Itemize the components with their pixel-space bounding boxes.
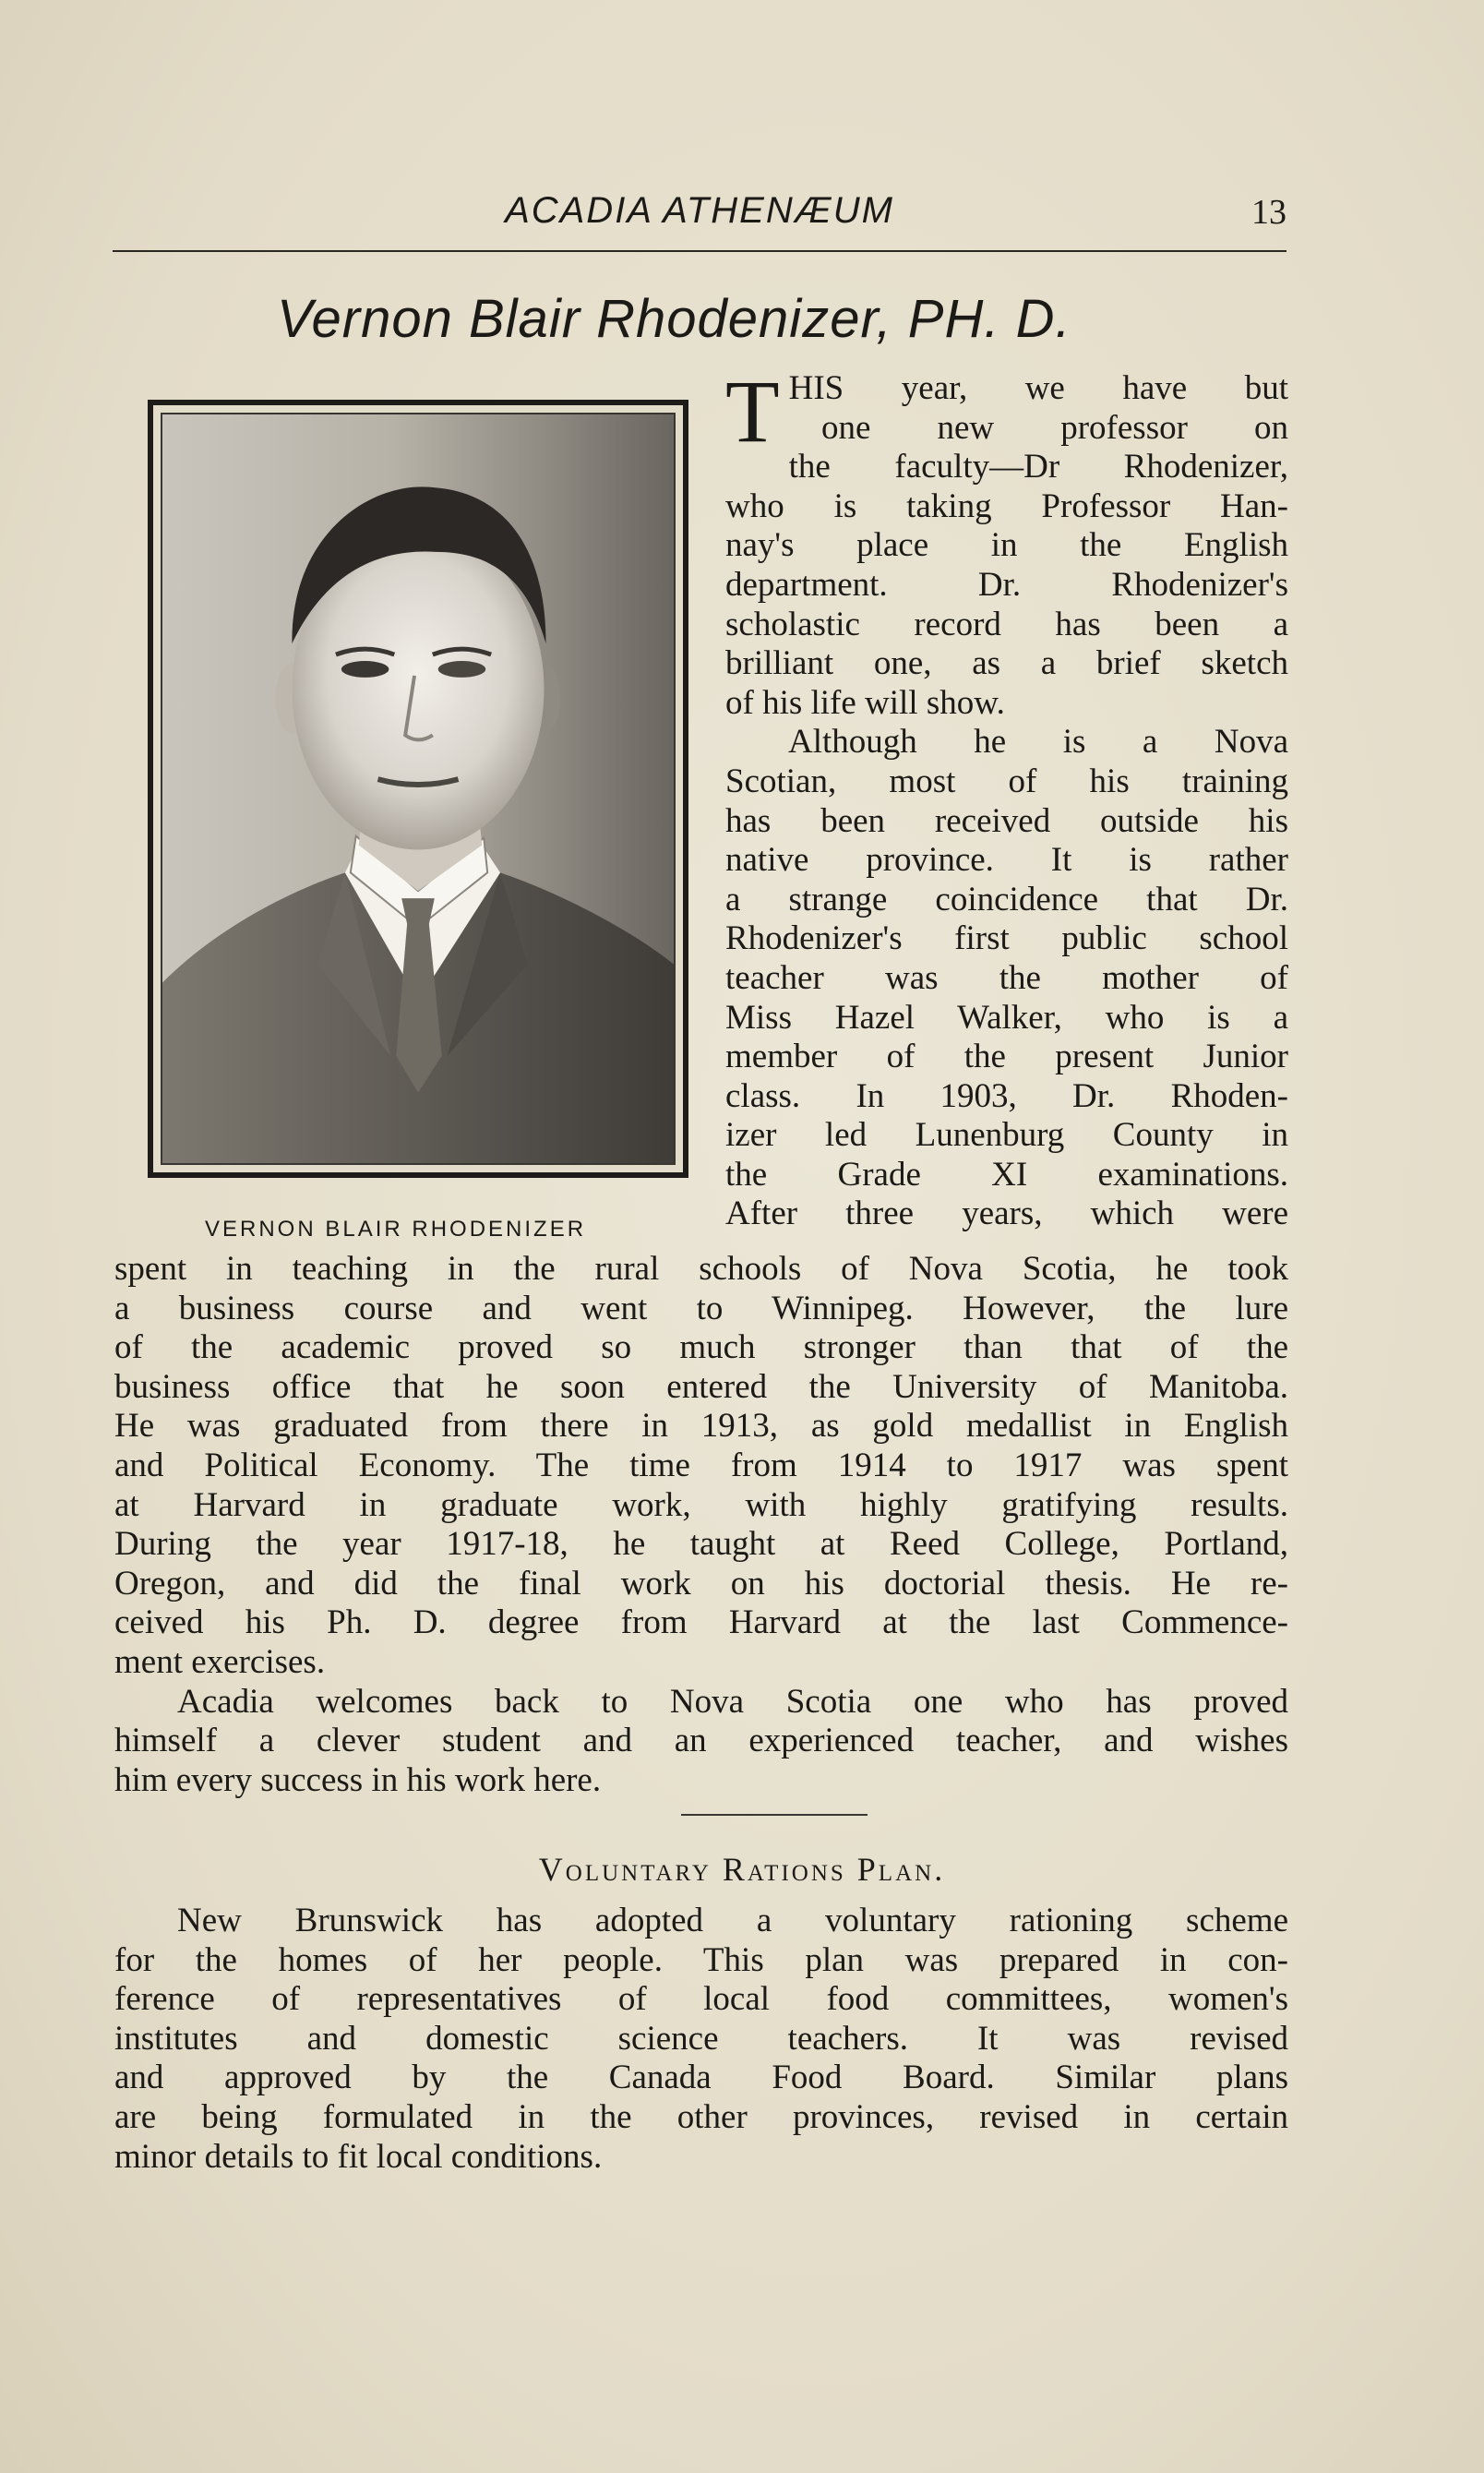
text-line: of his life will show.	[725, 683, 1005, 722]
text-line: business office that he soon entered the University of Manitoba.	[114, 1367, 1288, 1406]
text-line: ference of representatives of local food committees, women's	[114, 1980, 1288, 2019]
running-header	[113, 190, 1287, 246]
section-heading: Voluntary Rations Plan.	[538, 1851, 946, 1888]
text-line: for the homes of her people. This plan was prepared in con-	[114, 1940, 1288, 1979]
article-body	[114, 1250, 1288, 1800]
text-line: minor details to fit local conditions.	[114, 2137, 603, 2176]
text-line: has been received outside his	[725, 801, 1288, 840]
text-line: He was graduated from there in 1913, as gold medallist in English	[114, 1407, 1288, 1446]
photo-caption: VERNON BLAIR RHODENIZER	[205, 1217, 587, 1242]
text-line: a strange coincidence that Dr.	[725, 880, 1288, 918]
drop-cap: T	[725, 362, 780, 461]
text-line: and approved by the Canada Food Board. Similar plans	[114, 2059, 1288, 2097]
text-line: brilliant one, as a brief sketch	[725, 644, 1288, 683]
portrait-illustration	[162, 414, 674, 1163]
text-line: Rhodenizer's first public school	[725, 919, 1288, 958]
text-line: Scotian, most of his training	[725, 762, 1288, 800]
text-line: After three years, which were	[725, 1194, 1288, 1233]
article-intro-column	[725, 362, 1288, 1234]
article-title: Vernon Blair Rhodenizer, PH. D.	[277, 289, 1071, 349]
text-line: who is taking Professor Han-	[725, 486, 1288, 525]
text-line: the Grade XI examinations.	[725, 1155, 1288, 1194]
text-line: him every success in his work here.	[114, 1760, 602, 1799]
text-line: the faculty—Dr Rhodenizer,	[788, 448, 1288, 486]
text-line: spent in teaching in the rural schools of Nova Scotia, he took	[114, 1250, 1288, 1288]
running-title: ACADIA ATHENÆUM	[505, 190, 894, 231]
text-line: During the year 1917-18, he taught at Reed College, Portland,	[114, 1525, 1288, 1564]
text-line: are being formulated in the other provinces, revised in certain	[114, 2097, 1288, 2136]
portrait-photo	[148, 400, 688, 1178]
text-line: Miss Hazel Walker, who is a	[725, 998, 1288, 1037]
text-line: class. In 1903, Dr. Rhoden-	[725, 1076, 1288, 1115]
text-line: of the academic proved so much stronger than that of the	[114, 1328, 1288, 1367]
header-rule	[113, 250, 1287, 252]
text-line: a business course and went to Winnipeg. However, the lure	[114, 1289, 1288, 1327]
text-line: izer led Lunenburg County in	[725, 1116, 1288, 1155]
section-divider	[681, 1814, 868, 1816]
text-line: Oregon, and did the final work on his doctorial thesis. He re-	[114, 1564, 1288, 1603]
text-line: HIS year, we have but	[788, 369, 1288, 407]
text-line: New Brunswick has adopted a voluntary rationing scheme	[177, 1902, 1288, 1939]
text-line: one new professor on	[821, 408, 1288, 447]
portrait-image	[161, 413, 676, 1165]
text-line: ment exercises.	[114, 1642, 326, 1681]
text-line: ceived his Ph. D. degree from Harvard at the last Commence-	[114, 1603, 1288, 1642]
text-line: Acadia welcomes back to Nova Scotia one who has proved	[177, 1682, 1288, 1721]
page-number: 13	[1251, 193, 1287, 232]
text-line: nay's place in the English	[725, 526, 1288, 565]
text-line: himself a clever student and an experienced teacher, and wishes	[114, 1722, 1288, 1760]
text-line: teacher was the mother of	[725, 958, 1288, 997]
text-line: native province. It is rather	[725, 841, 1288, 880]
text-line: department. Dr. Rhodenizer's	[725, 565, 1288, 604]
text-line: and Political Economy. The time from 1914 to 1917 was spent	[114, 1446, 1288, 1484]
text-line: institutes and domestic science teachers. It was revised	[114, 2019, 1288, 2058]
text-line: scholastic record has been a	[725, 605, 1288, 643]
section-body	[114, 1902, 1288, 2177]
text-line: Although he is a Nova	[788, 723, 1288, 762]
text-line: at Harvard in graduate work, with highly gratifying results.	[114, 1485, 1288, 1524]
text-line: member of the present Junior	[725, 1038, 1288, 1076]
